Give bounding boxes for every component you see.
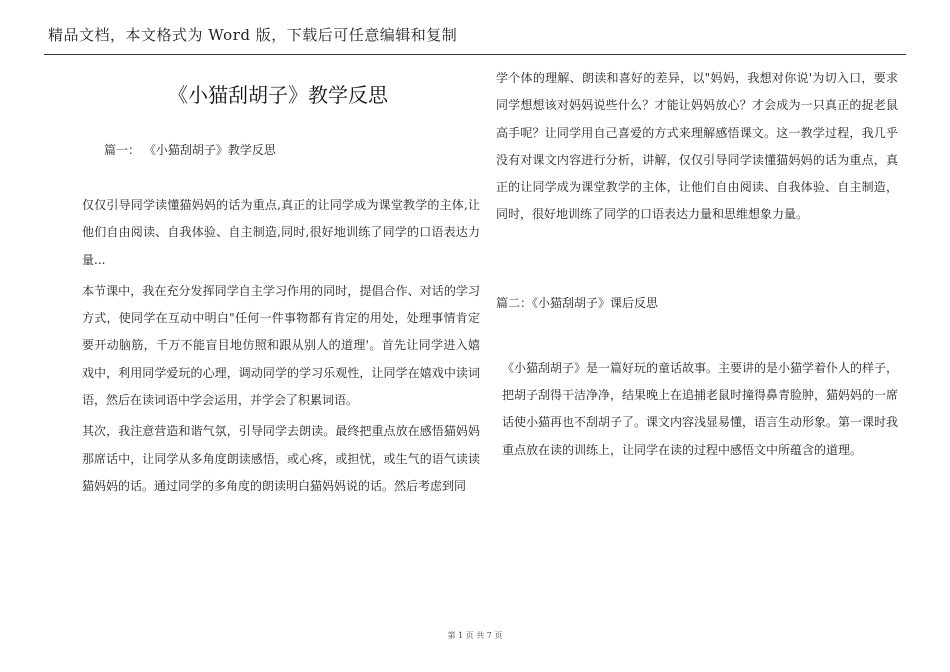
header-divider [44, 54, 906, 55]
right-column [496, 60, 898, 464]
paragraph: 《小猫刮胡子》是一篇好玩的童话故事。主要讲的是小猫学着仆人的样子，把胡子刮得干洁净净，结果晚上在追捕老鼠时撞得鼻青脸肿，猫妈妈的一席话使小猫再也不刮胡子了。课文内容浅显易懂，语言生动形象。第一课时我重点放在读的训练上，让同学在读的过程中感悟文中所蕴含的道理。 [502, 360, 899, 457]
section-heading-2: 篇二：《小猫刮胡子》课后反思 [496, 295, 659, 310]
document-header: 精品文档，本文格式为 Word 版，下载后可任意编辑和复制 [48, 26, 458, 44]
page-number: 第 1 页 共 7 页 [447, 631, 503, 640]
paragraph: 学个体的理解、朗读和喜好的差异，以"妈妈，我想对你说'为切入口，要求同学想想该对妈妈说些什么？才能让妈妈放心？才会成为一只真正的捉老鼠高手呢？让同学用自己喜爱的方式来理解感悟课文。这一教学过程，我几乎没有对课文内容进行分析，讲解，仅仅引导同学读懂猫妈妈的话为重点，真正的让同学成为课堂教学的主体，让他们自由阅读、自我体验、自主制造，同时，很好地训练了同学的口语表达力量和思维想象力量。 [496, 71, 898, 222]
paragraph: 本节课中，我在充分发挥同学自主学习作用的同时，提倡合作、对话的学习方式，使同学在互动中明白"任何一件事物都有肯定的用处，处理事情肯定要开动脑筋，千万不能盲目地仿照和跟从别人的道理'。首先让同学进入嬉戏中，利用同学爱玩的心理，调动同学的学习乐观性，让同学在嬉戏中读词语，然后在读词语中学会运用，并学会了积累词语。 [82, 283, 480, 408]
paragraph: 仅仅引导同学读懂猫妈妈的话为重点,真正的让同学成为课堂教学的主体,让他们自由阅读、自我体验、自主制造,同时,很好地训练了同学的口语表达力量... [82, 198, 480, 267]
paragraph: 其次，我注意营造和谐气氛，引导同学去朗读。最终把重点放在感悟猫妈妈那席话中，让同学从多角度朗读感悟，或心疼，或担忧，或生气的语气读读猫妈妈的话。通过同学的多角度的朗读明白猫妈妈说的话。然后考虑到同 [82, 424, 480, 493]
section-heading-1: 篇一： 《小猫刮胡子》教学反思 [104, 143, 276, 157]
document-title: 《小猫刮胡子》教学反思 [168, 83, 388, 107]
left-column [76, 60, 480, 500]
